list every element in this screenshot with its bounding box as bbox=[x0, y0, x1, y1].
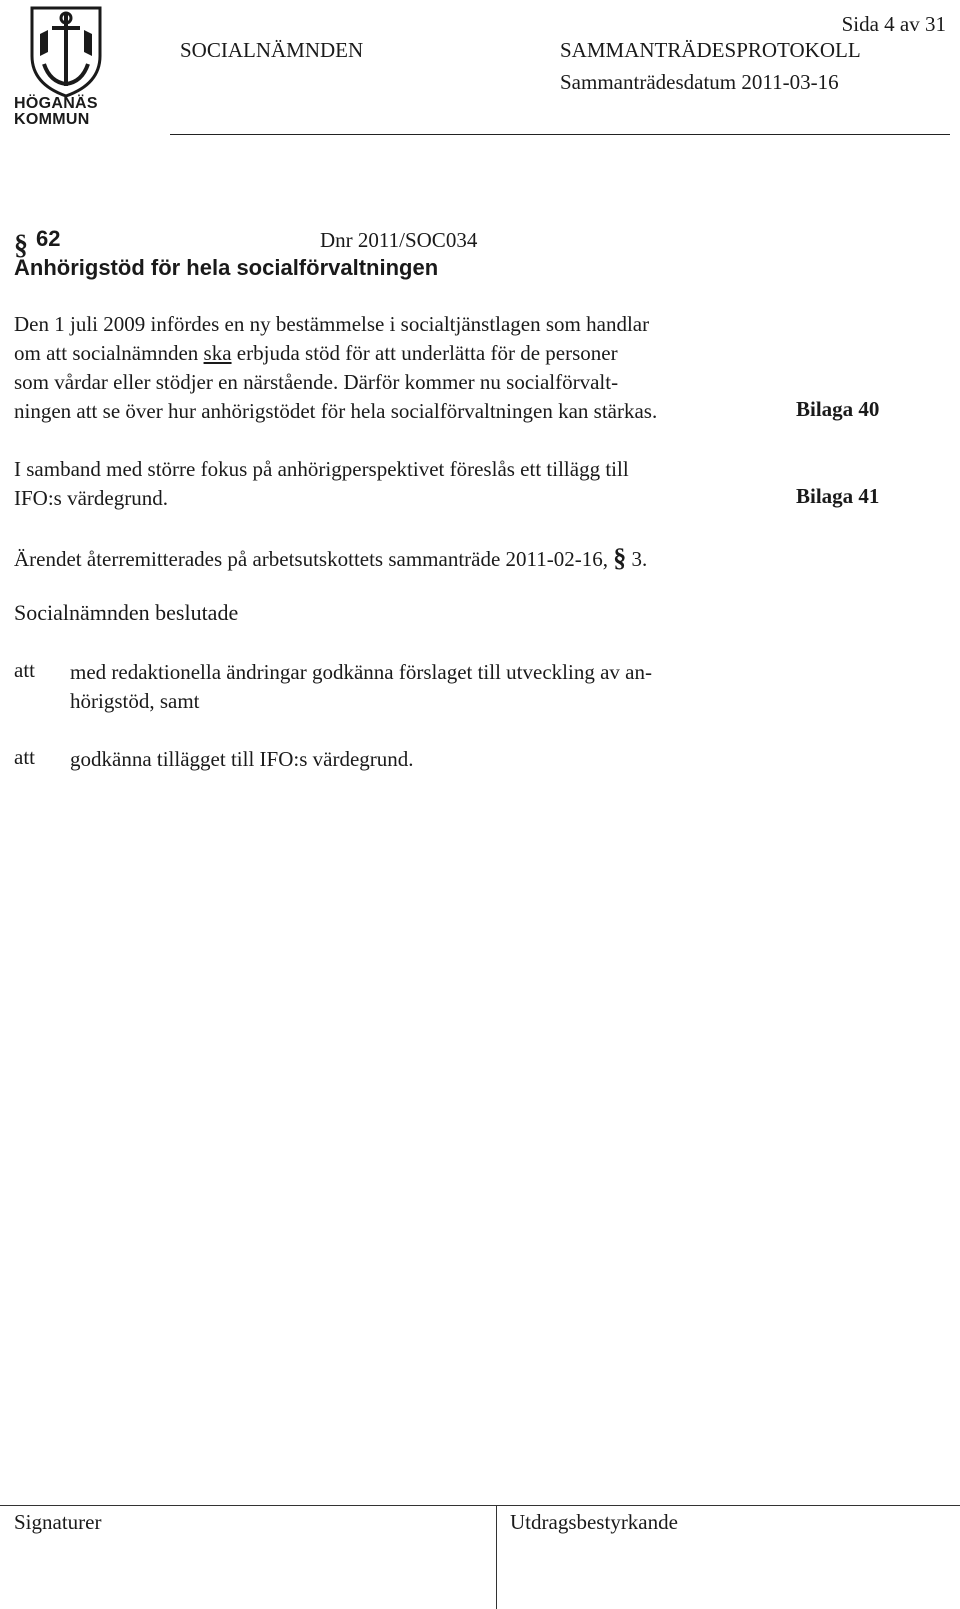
paragraph-1-line-2: om att socialnämnden ska erbjuda stöd för att underlätta för de personer bbox=[14, 341, 618, 365]
decision-item-1-line-1: med redaktionella ändringar godkänna förslaget till utveckling av an- bbox=[70, 660, 652, 684]
page-number: Sida 4 av 31 bbox=[841, 12, 946, 36]
signatures-label: Signaturer bbox=[14, 1510, 102, 1534]
paragraph-1-line-4: ningen att se över hur anhörigstödet för hela socialförvaltningen kan stärkas. bbox=[14, 399, 658, 423]
document-type: SAMMANTRÄDESPROTOKOLL bbox=[560, 38, 861, 62]
paragraph-1-line-3: som vårdar eller stödjer en närstående. Därför kommer nu socialförvalt- bbox=[14, 370, 619, 394]
header-divider bbox=[170, 134, 950, 135]
decision-marker: att bbox=[14, 658, 35, 682]
section-title: Anhörigstöd för hela socialförvaltningen bbox=[14, 255, 439, 280]
decision-marker: att bbox=[14, 745, 35, 769]
paragraph-3: Ärendet återremitterades på arbetsutskottets sammanträde 2011-02-16, § 3. bbox=[14, 543, 648, 572]
attachment-reference: Bilaga 40 bbox=[796, 397, 880, 421]
emphasis-underline: ska bbox=[203, 341, 232, 365]
paragraph-2-line-1: I samband med större fokus på anhörigperspektivet föreslås ett tillägg till bbox=[14, 457, 629, 481]
decision-item-1-line-2: hörigstöd, samt bbox=[70, 689, 200, 713]
certification-label: Utdragsbestyrkande bbox=[510, 1510, 678, 1534]
paragraph-sign: § bbox=[613, 543, 627, 572]
paragraph-sign: § bbox=[14, 230, 28, 261]
meeting-date: Sammanträdesdatum 2011-03-16 bbox=[560, 70, 839, 94]
registration-number: Dnr 2011/SOC034 bbox=[320, 228, 478, 252]
municipality-logo-text: HÖGANÄS KOMMUN bbox=[14, 95, 98, 128]
section-number: 62 bbox=[36, 226, 61, 251]
decision-item-2-line-1: godkänna tillägget till IFO:s värdegrund. bbox=[70, 747, 414, 771]
decision-heading: Socialnämnden beslutade bbox=[14, 600, 239, 625]
committee-name: SOCIALNÄMNDEN bbox=[180, 38, 364, 62]
paragraph-1-line-1: Den 1 juli 2009 infördes en ny bestämmelse i socialtjänstlagen som handlar bbox=[14, 312, 650, 336]
attachment-reference: Bilaga 41 bbox=[796, 484, 880, 508]
paragraph-2-line-2: IFO:s värdegrund. bbox=[14, 486, 168, 510]
